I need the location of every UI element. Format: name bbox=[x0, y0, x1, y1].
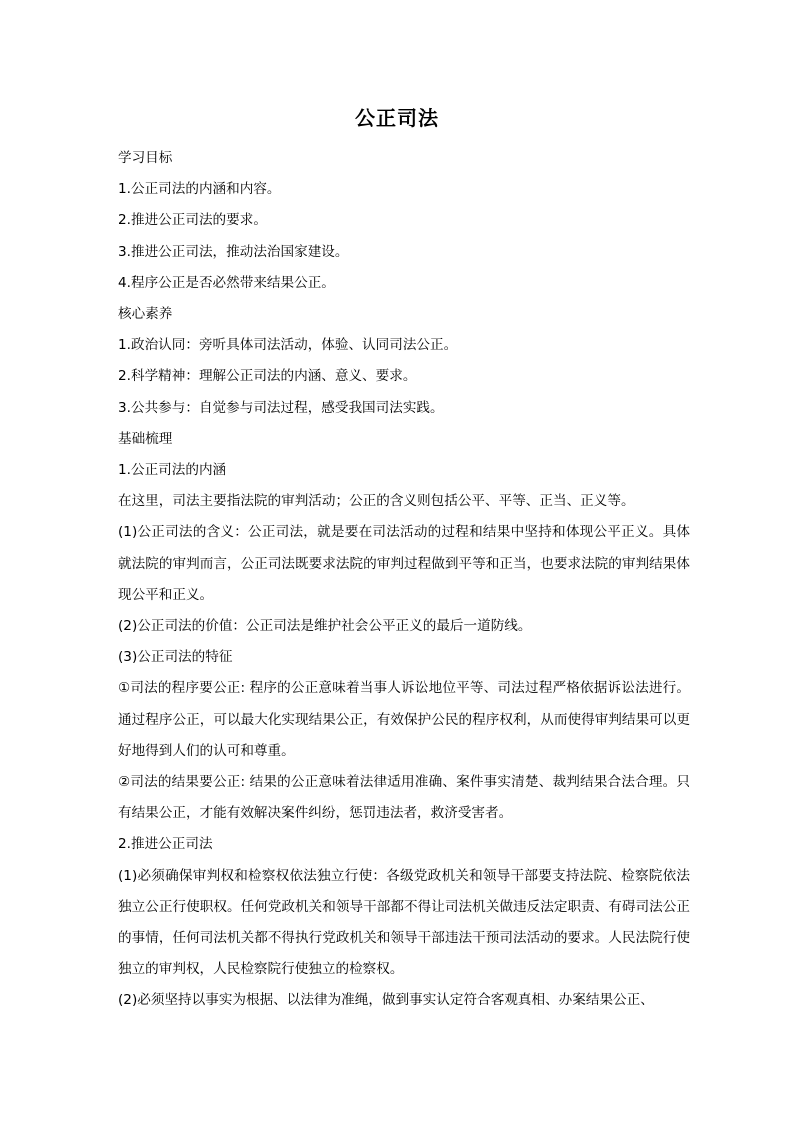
paragraph: 2.推进公正司法 bbox=[118, 836, 213, 853]
document-body bbox=[118, 143, 690, 1017]
paragraph: 2.推进公正司法的要求。 bbox=[118, 212, 267, 229]
paragraph: (2)必须坚持以事实为根据、以法律为准绳，做到事实认定符合客观真相、办案结果公正、 bbox=[118, 992, 654, 1009]
paragraph: (1)公正司法的含义：公正司法，就是要在司法活动的过程和结果中坚持和体现公平正义。具体就法院的审判而言，公正司法既要求法院的审判过程做到平等和正当，也要求法院的审判结果体现公平和正义。 bbox=[118, 524, 690, 603]
paragraph: (2)公正司法的价值：公正司法是维护社会公平正义的最后一道防线。 bbox=[118, 618, 532, 635]
paragraph: 1.公正司法的内涵 bbox=[118, 462, 227, 479]
section-heading-learning-goals: 学习目标 bbox=[118, 150, 173, 166]
paragraph: 在这里，司法主要指法院的审判活动；公正的含义则包括公平、平等、正当、正义等。 bbox=[118, 493, 635, 510]
paragraph: 2.科学精神：理解公正司法的内涵、意义、要求。 bbox=[118, 368, 417, 385]
paragraph: (3)公正司法的特征 bbox=[118, 649, 233, 666]
paragraph: 3.公共参与：自觉参与司法过程，感受我国司法实践。 bbox=[118, 399, 444, 416]
paragraph: 1.公正司法的内涵和内容。 bbox=[118, 181, 281, 198]
section-heading-basics: 基础梳理 bbox=[118, 430, 173, 447]
document-title: 公正司法 bbox=[355, 106, 439, 130]
section-heading-core-literacy: 核心素养 bbox=[118, 306, 173, 323]
paragraph: 3.推进公正司法，推动法治国家建设。 bbox=[118, 243, 349, 260]
paragraph: ②司法的结果要公正: 结果的公正意味着法律适用准确、案件事实清楚、裁判结果合法合理。只有结果公正，才能有效解决案件纠纷，惩罚违法者，救济受害者。 bbox=[118, 774, 690, 822]
paragraph: (1)必须确保审判权和检察权依法独立行使：各级党政机关和领导干部要支持法院、检察院依法独立公正行使职权。任何党政机关和领导干部都不得让司法机关做违反法定职责、有碍司法公正的事情，任何司法机关都不得执行党政机关和领导干部违法干预司法活动的要求。人民法院行使独立的审判权，人民检察院行使独立的检察权。 bbox=[118, 867, 690, 978]
paragraph: 4.程序公正是否必然带来结果公正。 bbox=[118, 274, 335, 291]
paragraph: 1.政治认同：旁听具体司法活动，体验、认同司法公正。 bbox=[118, 337, 458, 354]
paragraph: ①司法的程序要公正: 程序的公正意味着当事人诉讼地位平等、司法过程严格依据诉讼法进行。通过程序公正，可以最大化实现结果公正，有效保护公民的程序权利，从而使得审判结果可以更好地得到人们的认可和尊重。 bbox=[118, 680, 690, 759]
